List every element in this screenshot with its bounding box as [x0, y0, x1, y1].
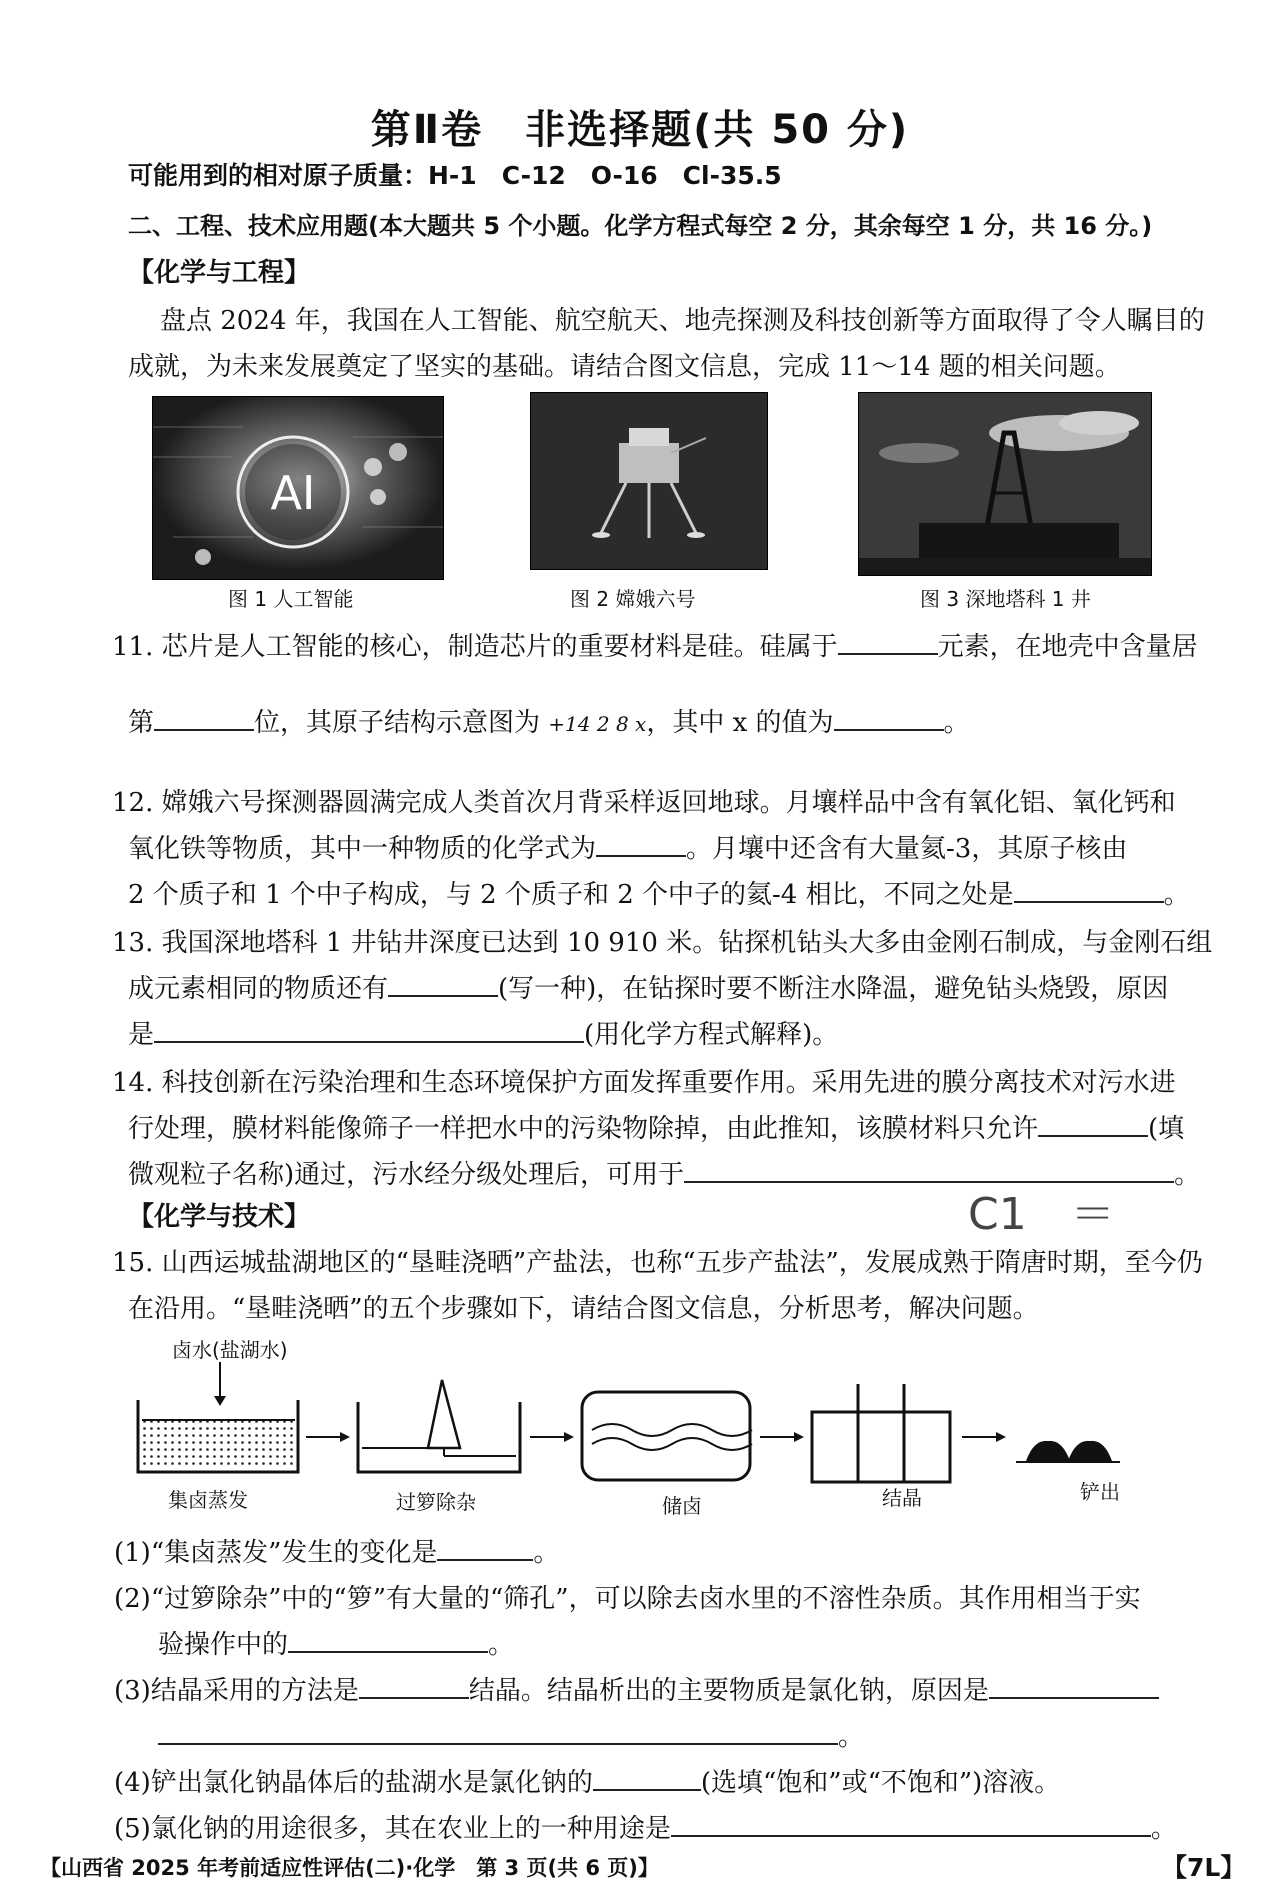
q11-blank-abundance-rank[interactable] — [154, 707, 254, 731]
ai-chip-illustration — [153, 397, 443, 579]
q13-text-a: 成元素相同的物质还有 — [128, 974, 389, 1004]
q13-blank-carbon-substance[interactable] — [388, 973, 498, 997]
section-title: 二、工程、技术应用题(本大题共 5 个小题。化学方程式每空 2 分，其余每空 1 分，共 16 分。) — [128, 212, 1153, 240]
q15-p3-text-a: (3)结晶采用的方法是 — [114, 1676, 359, 1706]
question-12-line-3 — [128, 874, 1190, 911]
salt-process-diagram — [120, 1362, 1180, 1492]
lunar-lander-illustration — [531, 393, 767, 569]
page-title: 第Ⅱ卷 非选择题(共 50 分) — [370, 107, 910, 153]
q15-part-4 — [114, 1762, 1060, 1799]
footer-code: 【7L】 — [1162, 1853, 1246, 1882]
step-salt-piles — [1016, 1441, 1120, 1462]
q13-text-b: (写一种)，在钻探时要不断注水降温，避免钻头烧毁，原因 — [498, 974, 1169, 1004]
figure-change6-photo — [530, 392, 768, 570]
question-13-line-3 — [128, 1014, 838, 1051]
q15-p4-text-b: (选填“饱和”或“不饱和”)溶液。 — [700, 1768, 1061, 1798]
step-5-label: 铲出 — [1080, 1480, 1120, 1504]
q12-text-c: 2 个质子和 1 个中子构成，与 2 个质子和 2 个中子的氦-4 相比，不同之处是 — [128, 880, 1014, 910]
footer-info: 【山西省 2025 年考前适应性评估(二)·化学 第 3 页(共 6 页)】 — [40, 1856, 659, 1880]
q15-p3-text-b: 结晶。结晶析出的主要物质是氯化钠，原因是 — [468, 1676, 989, 1706]
step-filter-tank — [358, 1380, 520, 1472]
part1-heading: 【化学与工程】 — [128, 258, 311, 288]
step-crystallization-bed — [812, 1384, 950, 1482]
q15-part-1 — [114, 1532, 559, 1569]
q11-text-d: 位，其原子结构示意图为 — [254, 708, 541, 738]
q15-p1-blank[interactable] — [437, 1537, 533, 1561]
q14-text-a: 行处理，膜材料能像筛子一样把水中的污染物除掉，由此推知，该膜材料只允许 — [128, 1114, 1039, 1144]
step-4-label: 结晶 — [882, 1486, 922, 1510]
question-13-line-2 — [128, 968, 1168, 1005]
q11-text-b: 元素，在地壳中含量居 — [937, 632, 1198, 662]
q12-blank-difference[interactable] — [1014, 879, 1164, 903]
q15-p2-blank[interactable] — [288, 1629, 488, 1653]
q15-part-3-line-1 — [114, 1670, 1159, 1707]
step-evaporation-tank — [138, 1400, 298, 1472]
q12-text-a: 氧化铁等物质，其中一种物质的化学式为 — [128, 834, 597, 864]
q11-text-f: 。 — [943, 708, 970, 738]
q15-p5-text: (5)氯化钠的用途很多，其在农业上的一种用途是 — [114, 1814, 671, 1844]
figure-drill-photo — [858, 392, 1152, 576]
q11-text-c: 第 — [128, 708, 155, 738]
figure-ai-photo — [152, 396, 444, 580]
question-11-line-1 — [112, 626, 1198, 663]
question-12-line-1: 12. 嫦娥六号探测器圆满完成人类首次月背采样返回地球。月壤样品中含有氧化铝、氧化钙和 — [112, 788, 1176, 818]
step-storage-pool — [582, 1392, 752, 1480]
q15-p1-text: (1)“集卤蒸发”发生的变化是 — [114, 1538, 438, 1568]
q12-blank-formula[interactable] — [596, 833, 686, 857]
q14-text-b: (填 — [1148, 1114, 1185, 1144]
q11-text-e: ，其中 x 的值为 — [646, 708, 834, 738]
q15-part-2-line-2 — [158, 1624, 514, 1661]
q13-text-d: (用化学方程式解释)。 — [584, 1020, 839, 1050]
figure-2-caption: 图 2 嫦娥六号 — [570, 587, 696, 611]
q12-text-d: 。 — [1163, 880, 1190, 910]
question-15-line-2: 在沿用。“垦畦浇晒”的五个步骤如下，请结合图文信息，分析思考，解决问题。 — [128, 1294, 1039, 1324]
q14-text-c: 微观粒子名称)通过，污水经分级处理后，可用于 — [128, 1160, 685, 1190]
question-15-line-1: 15. 山西运城盐湖地区的“垦畦浇晒”产盐法，也称“五步产盐法”，发展成熟于隋唐时期，至今仍 — [112, 1248, 1203, 1278]
q15-p3-blank-method[interactable] — [359, 1675, 469, 1699]
q15-p4-blank[interactable] — [593, 1767, 701, 1791]
step-3-label: 储卤 — [662, 1494, 702, 1518]
q14-text-d: 。 — [1174, 1160, 1201, 1190]
q15-p5-end: 。 — [1150, 1814, 1177, 1844]
silicon-atom-structure-diagram: +14 2 8 x — [548, 712, 647, 736]
q15-p1-end: 。 — [533, 1538, 560, 1568]
drilling-rig-illustration — [859, 393, 1151, 575]
q14-blank-particle[interactable] — [1038, 1113, 1148, 1137]
q15-p4-text-a: (4)铲出氯化钠晶体后的盐湖水是氯化钠的 — [114, 1768, 593, 1798]
q15-part-2-line-1: (2)“过箩除杂”中的“箩”有大量的“筛孔”，可以除去卤水里的不溶性杂质。其作用相当于实 — [114, 1584, 1141, 1614]
question-13-line-1: 13. 我国深地塔科 1 井钻井深度已达到 10 910 米。钻探机钻头大多由金刚石制成，与金刚石组 — [112, 928, 1213, 958]
handwritten-note: C1 ＝ — [968, 1189, 1115, 1240]
question-14-line-2 — [128, 1108, 1184, 1145]
q15-p2-end: 。 — [488, 1630, 515, 1660]
atomic-mass-note: 可能用到的相对原子质量：H-1 C-12 O-16 Cl-35.5 — [128, 161, 782, 190]
question-11-line-2 — [128, 702, 970, 739]
question-12-line-2 — [128, 828, 1127, 865]
q15-p2-text: 验操作中的 — [158, 1630, 289, 1660]
q15-p5-blank[interactable] — [671, 1813, 1151, 1837]
q11-blank-element-type[interactable] — [838, 631, 938, 655]
ai-label: AI — [270, 466, 316, 520]
intro-line-1: 盘点 2024 年，我国在人工智能、航空航天、地壳探测及科技创新等方面取得了令人瞩目的 — [160, 306, 1205, 336]
q15-p3-end: 。 — [838, 1722, 865, 1752]
step-2-label: 过箩除杂 — [396, 1490, 476, 1514]
q11-text-a: 11. 芯片是人工智能的核心，制造芯片的重要材料是硅。硅属于 — [112, 632, 838, 662]
part2-heading: 【化学与技术】 — [128, 1202, 311, 1232]
q13-blank-equation[interactable] — [154, 1019, 584, 1043]
brine-label: 卤水(盐湖水) — [172, 1338, 288, 1362]
intro-line-2: 成就，为未来发展奠定了坚实的基础。请结合图文信息，完成 11～14 题的相关问题。 — [128, 352, 1121, 382]
q15-p3-blank-reason-cont[interactable] — [158, 1721, 838, 1745]
q13-text-c: 是 — [128, 1020, 155, 1050]
figure-3-caption: 图 3 深地塔科 1 井 — [920, 587, 1091, 611]
q12-text-b: 。月壤中还含有大量氦-3，其原子核由 — [686, 834, 1128, 864]
q15-part-3-line-2 — [158, 1716, 864, 1753]
figure-1-caption: 图 1 人工智能 — [228, 587, 354, 611]
q15-p3-blank-reason[interactable] — [989, 1675, 1159, 1699]
q15-part-5 — [114, 1808, 1177, 1845]
q11-blank-x-value[interactable] — [834, 707, 944, 731]
question-14-line-1: 14. 科技创新在污染治理和生态环境保护方面发挥重要作用。采用先进的膜分离技术对污水进 — [112, 1068, 1176, 1098]
step-1-label: 集卤蒸发 — [168, 1488, 248, 1512]
